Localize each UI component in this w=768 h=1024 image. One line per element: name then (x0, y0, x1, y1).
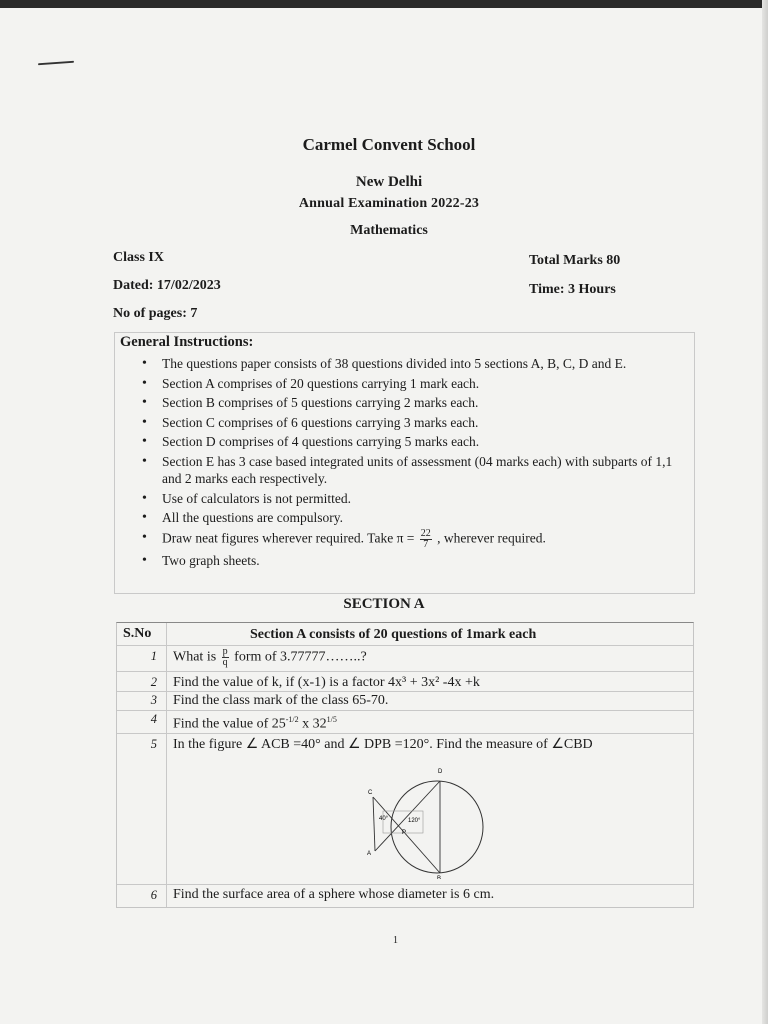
page-number: 1 (393, 935, 398, 946)
instruction-item: • The questions paper consists of 38 questions divided into 5 sections A, B, C, D and E. (139, 355, 689, 372)
row-divider (117, 884, 693, 885)
label-p: P (402, 830, 407, 836)
question-number: 6 (150, 888, 157, 902)
question-number: 4 (150, 712, 157, 726)
row-divider (117, 710, 693, 711)
frac-denominator: q (222, 657, 228, 668)
question-4 (173, 715, 337, 733)
row-divider (117, 733, 693, 734)
instruction-item: • Section C comprises of 6 questions carrying 3 marks each. (139, 414, 689, 431)
question-1 (173, 647, 367, 668)
question-4-text: Find the value of 25 (173, 716, 286, 732)
column-divider (166, 623, 167, 907)
instructions-list (139, 355, 689, 572)
pen-mark (38, 61, 74, 66)
pq-fraction (222, 647, 229, 668)
question-number: 1 (150, 649, 157, 663)
question-5: In the figure ∠ ACB =40° and ∠ DPB =120°. Find the measure of ∠CBD (173, 737, 593, 752)
column-header-sno: S.No (123, 626, 152, 641)
exam-title: Annual Examination 2022-23 (298, 196, 480, 211)
frac-numerator: p (222, 646, 228, 657)
label-angle-40: 40° (379, 816, 389, 822)
pi-denominator: 7 (423, 538, 429, 550)
instruction-item: • Section D comprises of 4 questions carrying 5 marks each. (139, 433, 689, 450)
question-1-text-2: form of 3.77777……..? (234, 649, 367, 665)
row-divider (117, 671, 693, 672)
instruction-item: • Two graph sheets. (139, 552, 689, 569)
school-name: Carmel Convent School (302, 135, 476, 154)
pi-text-before: Draw neat figures wherever required. Take π = (162, 530, 415, 546)
instructions-title: General Instructions: (120, 334, 254, 350)
general-instructions-box (114, 332, 695, 594)
exam-time: Time: 3 Hours (529, 282, 616, 297)
label-c: C (368, 790, 373, 796)
column-header-desc: Section A consists of 20 questions of 1mark each (250, 627, 537, 642)
pi-fraction (420, 529, 432, 550)
label-b: B (437, 876, 442, 879)
pi-numerator: 22 (420, 527, 431, 539)
question-3: Find the class mark of the class 65-70. (173, 693, 389, 708)
total-marks: Total Marks 80 (529, 253, 621, 268)
page-count: No of pages: 7 (113, 306, 198, 321)
exponent-2: 1/5 (326, 715, 337, 724)
pi-text-after: , wherever required. (437, 530, 546, 546)
question-number: 5 (150, 737, 157, 751)
instruction-item: • Section A comprises of 20 questions carrying 1 mark each. (139, 375, 689, 392)
instruction-item: • Use of calculators is not permitted. (139, 490, 689, 507)
label-d: D (438, 769, 443, 775)
row-divider (117, 645, 693, 646)
instruction-item-pi (139, 529, 689, 550)
question-2: Find the value of k, if (x-1) is a factor 4x³ + 3x² -4x +k (173, 675, 480, 690)
question-1-text: What is (173, 649, 217, 665)
city-name: New Delhi (355, 174, 423, 190)
instruction-item: • Section B comprises of 5 questions carrying 2 marks each. (139, 394, 689, 411)
question-6: Find the surface area of a sphere whose diameter is 6 cm. (173, 887, 495, 902)
exam-date: Dated: 17/02/2023 (113, 278, 221, 293)
question-number: 3 (150, 693, 157, 707)
instruction-item: • Section E has 3 case based integrated units of assessment (04 marks each) with subparts of 1,1 and 2 marks each respectively. (139, 453, 689, 487)
label-angle-120: 120° (408, 818, 421, 824)
label-a: A (367, 851, 372, 857)
row-divider (117, 691, 693, 692)
questions-table (116, 622, 694, 908)
class-label: Class IX (113, 250, 164, 265)
exponent-1: -1/2 (285, 715, 299, 724)
section-title: SECTION A (343, 596, 425, 612)
question-number: 2 (150, 675, 157, 689)
page-edge-top (0, 0, 768, 8)
question-4-text-2: x 32 (302, 716, 327, 732)
instruction-item: • All the questions are compulsory. (139, 509, 689, 526)
circle-figure (357, 759, 487, 879)
subject-title: Mathematics (350, 223, 428, 238)
